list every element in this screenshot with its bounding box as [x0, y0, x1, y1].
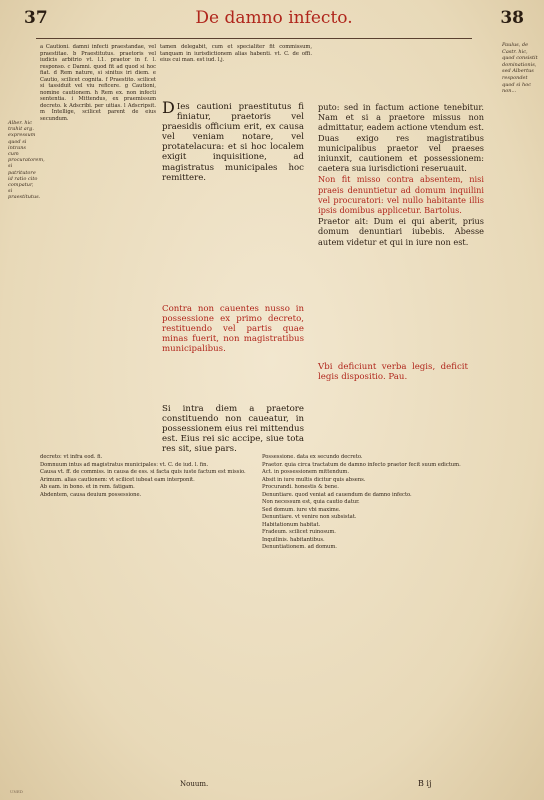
gloss-entry: Inquilinis. habitantibus. [262, 536, 325, 543]
rubric-line: Vbi deficiunt verba legis, deficit legis dispositio. Pau. [318, 362, 468, 383]
header-rule [36, 38, 472, 39]
library-stamp: UNED [10, 789, 23, 794]
bottom-gloss-left [40, 454, 254, 769]
gloss-entry: Habitationum habitat. [262, 521, 321, 528]
gloss-entry: Sed domum. iure vbi maxime. [262, 506, 341, 513]
right-text-paragraph: Non fit misso contra absentem, nisi praeis denuntietur ad domum inquilini vel procuratori: vel nullo habitante illis ipsis domibus applicetur. Bartolus. [318, 174, 484, 216]
right-text-paragraph: Praetor ait: Dum ei qui aberit, prius domum denuntiari iubebis. Abesse autem videtur et qui in iure non est. [318, 216, 484, 247]
bottom-gloss-right [262, 454, 484, 769]
rubric-block [318, 362, 468, 452]
gloss-entry: Fradeum. scilicet ruinosum. [262, 529, 336, 535]
right-text-paragraph: puto: sed in factum actione tenebitur. Nam et si a praetore missus non admittatur, eadem actione vtendum est. Duas exigo res magistratibus municipalibus praetor vel praeses iniunxit, cautionem et possessionem: caetera sua iurisdictioni reseruauit. [318, 102, 484, 174]
gloss-entry: Procurandi. honestis & bene. [262, 484, 339, 490]
catchword: Nouum. [180, 780, 209, 788]
page-header [20, 8, 528, 34]
gloss-entry: Causa vt. ff. de commiss. in causa de ess. si facta quis iuste factum est missio. [40, 469, 246, 475]
right-marginalia: Paulus, de Castr. hic, quod consistit dominationis, sed Albertus respondet quod si hoc non... [502, 42, 538, 95]
gloss-entry: Absit in iure multis dicitur quis absens. [262, 476, 366, 483]
gloss-entry: Abdentem, causa deuium possessione. [40, 491, 142, 498]
gloss-entry: Arimum. alias cautionem: vt scilicet iubeat eam interponit. [40, 476, 195, 483]
gloss-entry: Praetor. quia circa tractatum de damno infecto praetor fecit suum edictum. [262, 461, 461, 468]
gloss-entry: Ab eam. in bono. et in rem. fatigam. [40, 484, 135, 490]
folio-right: 38 [500, 8, 524, 28]
gloss-entry: Possessione. data ex secundo decreto. [262, 454, 363, 460]
running-title: De damno infecto. [195, 8, 353, 28]
gloss-column-left: a Cautioni. damni infecti praestandae, vel praestitae. b Praestitutus. praetoris vel iudicis arbitrio vt. l.1. praetor in f. l. responso. c Damni. quod fit ad quod si hoc fiat. d Rem nature, si sinitus iri diem. e Cautio, scilicet cognita. f Praestito. scilicet si tassiduit vel viu reficere. g Cautioni, nomine cautionem. h Rem ex. non infecti sententia. i Mittendus, ex praemissum decreto. k Adscribi. per uitias. l Adscripsit. m Intellige, scilicet parent de eius secundum. [40, 44, 156, 123]
gloss-entry: decreto: vt infra eod. fi. [40, 454, 103, 460]
gloss-entry: Denuntiare. quod veniat ad cauendum de damno infecto. [262, 491, 412, 498]
bottom-gloss [40, 454, 484, 769]
drop-capital: D [162, 98, 175, 117]
gloss-entry: Non necessum est, quia cautio datur. [262, 499, 360, 505]
gloss-entry: Denuntiationem. ad domum. [262, 544, 337, 550]
left-marginalia: Alber. hic trahit arg. expressum quod si intrans cum procuratorem, si patritutore id ratio cito compatur, si praestitutus. [8, 120, 45, 201]
main-text-block-3 [162, 404, 304, 455]
gloss-entry: Denuntiare. vt venire non subsistat. [262, 514, 357, 520]
folio-left: 37 [24, 8, 48, 28]
gloss-entry: Act. in possessionem mittendum. [262, 469, 349, 475]
main-text-paragraph-3: Si intra diem a praetore constituendo non caueatur, in possessionem eius rei mittendus est. Eius rei sic accipe, siue tota res sit, siue pars. [162, 404, 304, 455]
signature-mark: B ij [418, 779, 432, 788]
gloss-entry: Domnuum intus ad magistratus municipales: vt. C. de iud. l. fin. [40, 461, 209, 468]
main-text-block-1 [162, 98, 304, 302]
main-text-paragraph-2: Contra non cauentes nusso in possessione ex primo decreto, restituendo vel partis quae minas fuerit, non magistratibus municipalibus. [162, 304, 304, 355]
main-text-paragraph-1: Ies cautioni praestitutus fi finiatur, praetoris vel praesidis officium erit, ex causa vel veniam notare, vel protatelacura: et si hoc localem exigit inquisitione, ad magistratus municipales hoc remittere. [162, 102, 304, 183]
main-text-block-2 [162, 304, 304, 410]
gloss-column-center: tamen delegabit, cum et specialiter fit commissum, tanquam in iurisdictionem alias habenti. vt. C. de offi. eius cui man. est iud. l.j. [160, 44, 312, 64]
